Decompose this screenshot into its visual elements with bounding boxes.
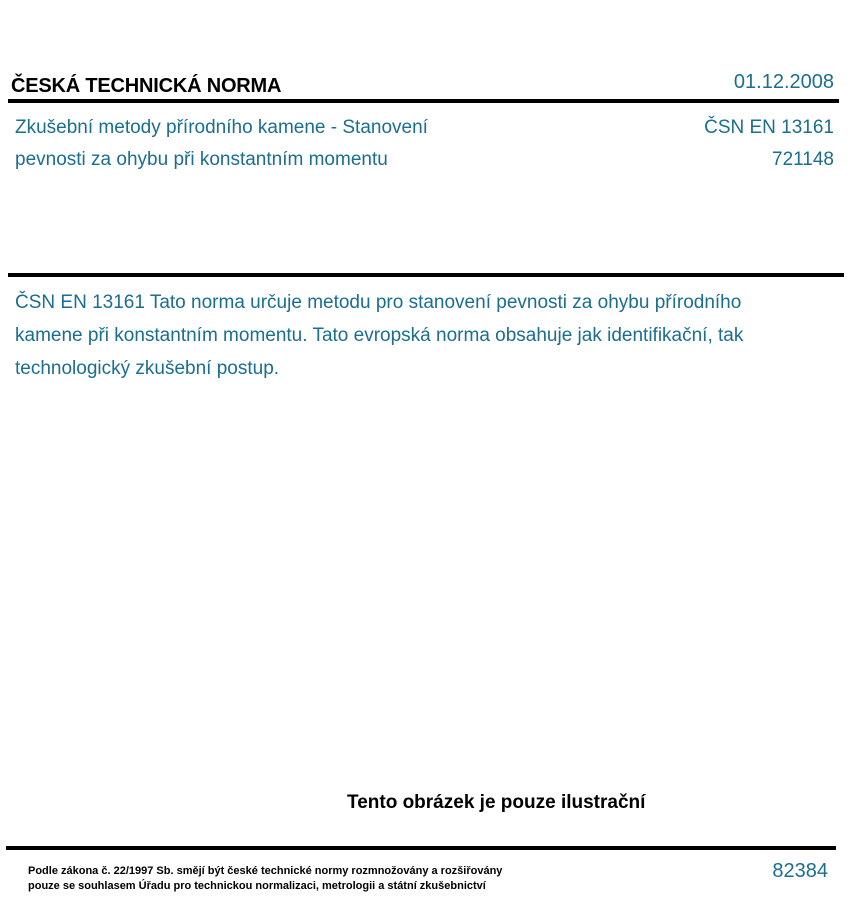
catalog-number: 82384	[772, 860, 828, 882]
legal-notice-line-1: Podle zákona č. 22/1997 Sb. smějí být české technické normy rozmnožovány a rozšiřovány	[28, 865, 503, 877]
legal-notice-line-2: pouze se souhlasem Úřadu pro technickou normalizaci, metrologii a státní zkušebnictví	[28, 880, 486, 892]
footer-divider	[6, 846, 836, 850]
standard-title-line-1: Zkušební metody přírodního kamene - Stanovení	[15, 117, 428, 138]
class-number: 721148	[772, 149, 834, 170]
issue-date: 01.12.2008	[733, 71, 834, 93]
standard-title-line-2: pevnosti za ohybu při konstantním momentu	[15, 149, 388, 170]
legal-notice	[28, 864, 502, 894]
title-divider	[8, 273, 844, 277]
illustration-note: Tento obrázek je pouze ilustrační	[347, 792, 646, 813]
standard-code: ČSN EN 13161	[704, 117, 834, 138]
header-divider	[8, 99, 839, 103]
standard-description: ČSN EN 13161 Tato norma určuje metodu pro stanovení pevnosti za ohybu přírodního kamene při konstantním momentu. Tato evropská norma obsahuje jak identifikační, tak technologický zkušební postup.	[15, 292, 744, 379]
norm-type-heading: ČESKÁ TECHNICKÁ NORMA	[11, 75, 282, 97]
